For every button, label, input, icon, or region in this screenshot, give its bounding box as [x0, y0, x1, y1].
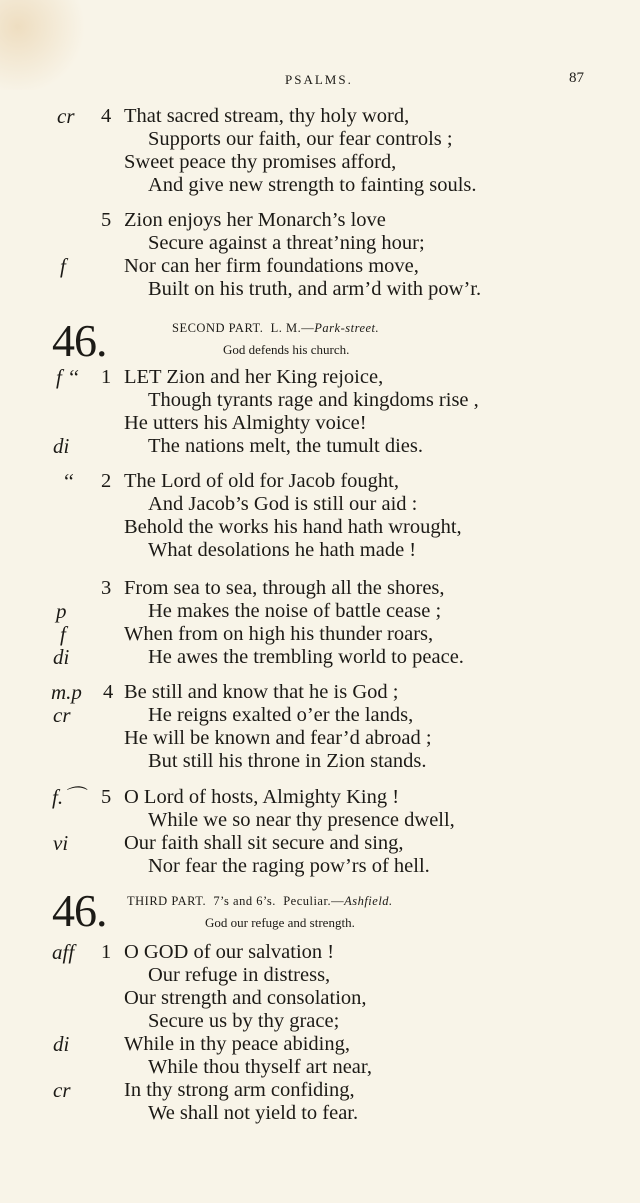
dynamic-mark: vi — [53, 831, 69, 855]
verse-line: Supports our faith, our fear controls ; — [148, 128, 453, 150]
verse-line: In thy strong arm confiding, — [124, 1079, 355, 1101]
verse-number: 1 — [101, 366, 112, 388]
verse-line: But still his throne in Zion stands. — [148, 750, 427, 772]
verse-line: Built on his truth, and arm’d with pow’r. — [148, 278, 482, 300]
dynamic-mark: p — [56, 599, 67, 623]
verse-line: Sweet peace thy promises afford, — [124, 151, 397, 173]
dynamic-mark: f — [60, 254, 66, 278]
part-label: SECOND PART. — [172, 321, 264, 335]
verse-line: Our refuge in distress, — [148, 964, 331, 986]
verse-line: That sacred stream, thy holy word, — [124, 105, 410, 127]
verse-line: Secure us by thy grace; — [148, 1010, 340, 1032]
verse-line: And Jacob’s God is still our aid : — [148, 493, 418, 515]
verse-number: 1 — [101, 941, 112, 963]
dynamic-mark: f — [60, 622, 66, 646]
verse-line: Nor fear the raging pow’rs of hell. — [148, 855, 430, 877]
verse-number: 3 — [101, 577, 112, 599]
verse-line: Though tyrants rage and kingdoms rise , — [148, 389, 479, 411]
verse-number: 5 — [101, 209, 112, 231]
tune-name: Ashfield. — [344, 894, 393, 908]
dynamic-mark: ‘‘ — [62, 469, 74, 493]
verse-line: We shall not yield to fear. — [148, 1102, 359, 1124]
verse-line: LET Zion and her King rejoice, — [124, 366, 384, 388]
hymn-subtitle: God our refuge and strength. — [205, 915, 355, 930]
verse-line: While we so near thy presence dwell, — [148, 809, 455, 831]
verse-line: He awes the trembling world to peace. — [148, 646, 464, 668]
verse-number: 2 — [101, 470, 112, 492]
dynamic-mark: di — [53, 1032, 70, 1056]
dynamic-mark: di — [53, 645, 70, 669]
hymn-number: 46. — [52, 885, 107, 936]
verse-line: The nations melt, the tumult dies. — [148, 435, 423, 457]
dynamic-mark: cr — [53, 703, 71, 727]
hymn-subtitle: God defends his church. — [223, 342, 350, 357]
dynamic-mark: cr — [53, 1078, 71, 1102]
dynamic-mark: cr — [57, 104, 75, 128]
paper-stain — [0, 0, 90, 90]
verse-line: He will be known and fear’d abroad ; — [124, 727, 432, 749]
verse-line: What desolations he hath made ! — [148, 539, 417, 561]
verse-line: While thou thyself art near, — [148, 1056, 373, 1078]
peculiar-label: Peculiar.— — [283, 894, 345, 908]
verse-line: The Lord of old for Jacob fought, — [124, 470, 399, 492]
verse-line: When from on high his thunder roars, — [124, 623, 434, 645]
verse-line: Zion enjoys her Monarch’s love — [124, 209, 386, 231]
verse-line: He reigns exalted o’er the lands, — [148, 704, 414, 726]
verse-line: He makes the noise of battle cease ; — [148, 600, 442, 622]
dynamic-mark: f ‘‘ — [56, 365, 79, 389]
verse-line: And give new strength to fainting souls. — [148, 174, 477, 196]
part-heading — [172, 320, 379, 336]
meter-label: L. M.— — [270, 321, 315, 335]
part-heading — [127, 893, 393, 909]
part-label: THIRD PART. — [127, 894, 207, 908]
hymn-number: 46. — [52, 315, 107, 366]
verse-line: O GOD of our salvation ! — [124, 941, 335, 963]
verse-line: Nor can her firm foundations move, — [124, 255, 419, 277]
verse-line: O Lord of hosts, Almighty King ! — [124, 786, 400, 808]
running-header: PSALMS. — [285, 72, 353, 87]
tune-name: Park-street. — [314, 321, 380, 335]
verse-number: 5 — [101, 786, 112, 808]
page-number: 87 — [569, 70, 584, 86]
dynamic-mark: m.p — [51, 680, 82, 704]
verse-line: Our faith shall sit secure and sing, — [124, 832, 404, 854]
dynamic-mark: f.⌒ — [52, 785, 85, 809]
verse-line: Be still and know that he is God ; — [124, 681, 399, 703]
dynamic-mark: aff — [52, 940, 75, 964]
verse-line: While in thy peace abiding, — [124, 1033, 350, 1055]
verse-line: Behold the works his hand hath wrought, — [124, 516, 462, 538]
dynamic-mark: di — [53, 434, 70, 458]
meter-label: 7’s and 6’s. — [213, 894, 276, 908]
verse-number: 4 — [101, 105, 112, 127]
verse-line: From sea to sea, through all the shores, — [124, 577, 445, 599]
verse-line: He utters his Almighty voice! — [124, 412, 367, 434]
verse-number: 4 — [103, 681, 114, 703]
verse-line: Our strength and consolation, — [124, 987, 367, 1009]
verse-line: Secure against a threat’ning hour; — [148, 232, 425, 254]
